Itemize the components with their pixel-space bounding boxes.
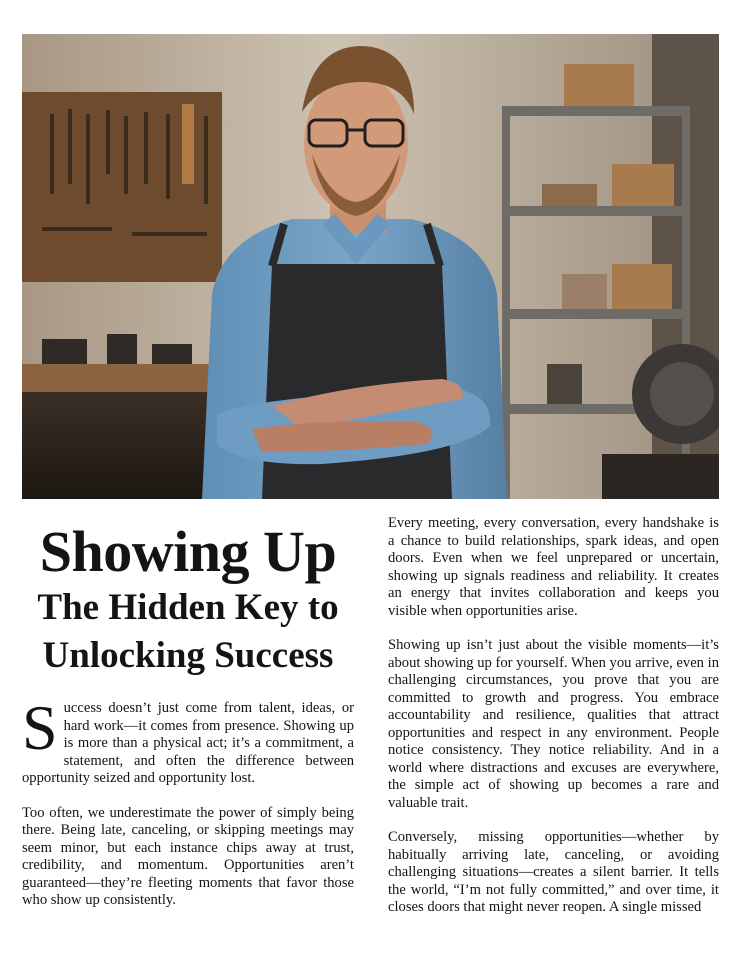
right-column	[388, 515, 719, 934]
intro-text: uccess doesn’t just come from talent, ideas, or hard work—it comes from presence. Showing up is more than a physical act; it’s a commitment, a statement, and often the difference between opportunity seized and opportunity lost.	[22, 700, 354, 786]
body-paragraph: Too often, we underestimate the power of simply being there. Being late, canceling, or skipping meetings may seem minor, but each instance chips away at trust, credibility, and momentum. Opportunities aren’t guaranteed—they’re fleeting moments that favor those who show up consistently.	[22, 804, 354, 908]
page-title: Showing Up	[39, 519, 337, 584]
intro-paragraph	[22, 692, 354, 788]
portrait-photo-icon	[22, 34, 719, 499]
drop-cap: S	[22, 692, 58, 763]
body-paragraph: Showing up isn’t just about the visible moments—it’s about showing up for yourself. When you arrive, even in challenging circumstances, you prove that you are committed to growth and progress. You embrace accountability and resilience, qualities that attract opportunities and respect in any environment. People notice consistency. They notice reliability. And in a world where distractions and excuses are everywhere, the simple act of showing up becomes a rare and valuable trait.	[388, 637, 719, 811]
hero-photo	[22, 34, 719, 499]
body-paragraph: Every meeting, every conversation, every handshake is a chance to build relationships, spark ideas, and open doors. Even when we feel unprepared or uncertain, showing up signals readiness and reliability. It creates an energy that invites collaboration and keeps you visible when opportunities arise.	[388, 515, 719, 619]
page-subtitle: The Hidden Key to Unlocking Success	[37, 587, 339, 676]
left-column	[22, 520, 354, 927]
body-paragraph: Conversely, missing opportunities—whether by habitually arriving late, canceling, or avoiding challenging situations—creates a silent barrier. It tells the world, “I’m not fully committed,” and over time, it closes doors that might never reopen. A single missed	[388, 829, 719, 915]
